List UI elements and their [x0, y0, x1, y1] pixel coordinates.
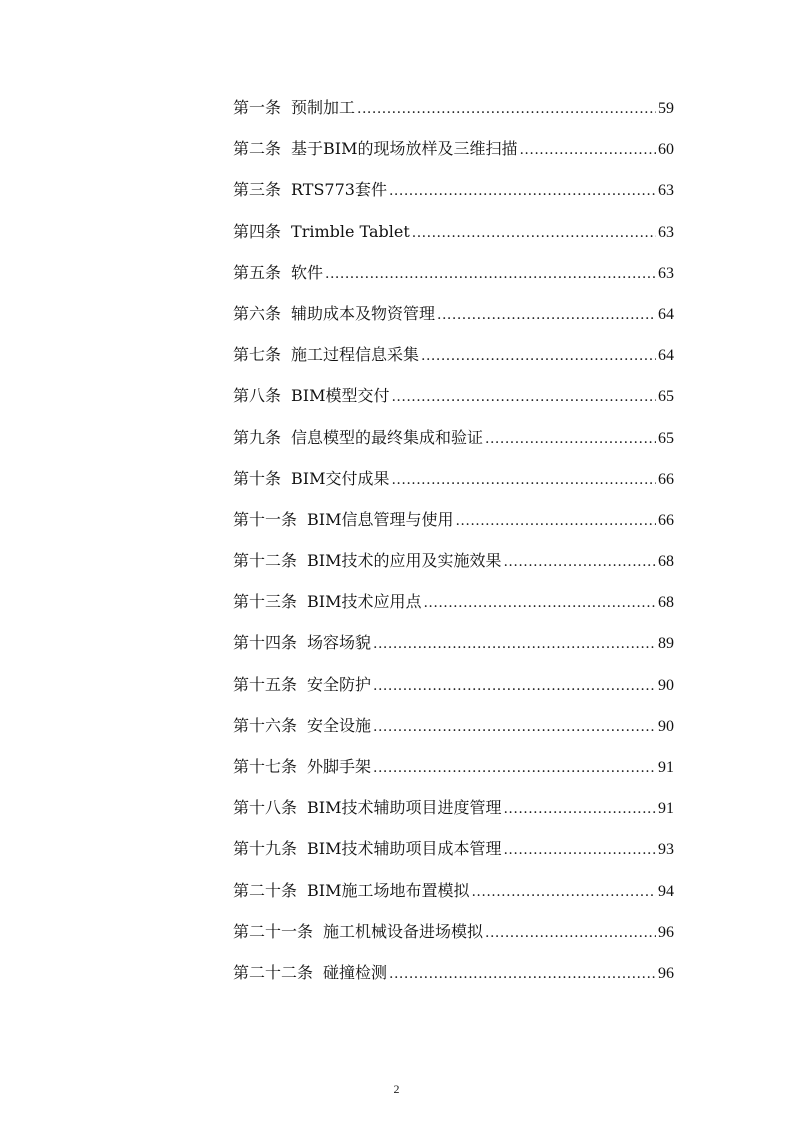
toc-dot-leader — [325, 257, 656, 291]
toc-entry[interactable] — [233, 956, 674, 997]
toc-entry[interactable] — [233, 379, 674, 420]
toc-entry-title: Trimble Tablet — [291, 221, 410, 241]
toc-dot-leader — [357, 92, 656, 126]
toc-entry-number: 第一条 — [233, 98, 282, 117]
toc-entry-title: 安全设施 — [307, 715, 372, 735]
toc-entry-number: 第九条 — [233, 427, 282, 447]
toc-dot-leader — [373, 669, 656, 703]
toc-entry-title: 辅助成本及物资管理 — [291, 303, 436, 323]
toc-entry-page: 90 — [658, 676, 674, 694]
toc-entry-number: 第十条 — [233, 468, 282, 488]
toc-entry-title: 施工过程信息采集 — [291, 345, 420, 365]
toc-dot-leader — [421, 339, 656, 373]
toc-entry-page: 65 — [658, 388, 674, 406]
toc-entry-page: 91 — [658, 800, 674, 818]
toc-entry-page: 68 — [658, 553, 674, 571]
toc-dot-leader — [503, 833, 656, 867]
toc-entry[interactable] — [233, 91, 674, 132]
toc-entry-page: 96 — [658, 923, 674, 941]
toc-entry-number: 第二十二条 — [233, 962, 314, 982]
toc-entry[interactable] — [233, 874, 674, 915]
toc-dot-leader — [412, 216, 656, 250]
toc-entry[interactable] — [233, 256, 674, 297]
toc-entry-number: 第十一条 — [233, 509, 298, 529]
toc-entry[interactable] — [233, 338, 674, 379]
table-of-contents — [233, 91, 674, 997]
toc-entry-page: 93 — [658, 841, 674, 859]
toc-dot-leader — [471, 875, 656, 909]
toc-entry-title: 场容场貌 — [307, 633, 372, 653]
toc-entry[interactable] — [233, 915, 674, 956]
toc-entry[interactable] — [233, 832, 674, 873]
toc-entry-title: 施工机械设备进场模拟 — [323, 921, 484, 941]
toc-entry-number: 第十九条 — [233, 839, 298, 859]
toc-entry[interactable] — [233, 544, 674, 585]
toc-entry-title: BIM交付成果 — [291, 468, 390, 488]
toc-entry-page: 65 — [658, 429, 674, 447]
toc-entry[interactable] — [233, 668, 674, 709]
toc-dot-leader — [437, 298, 656, 332]
toc-entry-number: 第十五条 — [233, 674, 298, 694]
toc-entry-number: 第二十条 — [233, 880, 298, 900]
toc-entry[interactable] — [233, 585, 674, 626]
toc-entry[interactable] — [233, 462, 674, 503]
toc-entry[interactable] — [233, 503, 674, 544]
toc-entry-title: 预制加工 — [291, 98, 356, 117]
toc-entry-number: 第十二条 — [233, 551, 298, 571]
toc-entry-title: BIM技术的应用及实施效果 — [307, 551, 502, 571]
toc-entry-page: 63 — [658, 223, 674, 241]
toc-entry-number: 第四条 — [233, 221, 282, 241]
toc-entry-title: 碰撞检测 — [323, 962, 388, 982]
toc-dot-leader — [391, 463, 656, 497]
toc-entry-number: 第二条 — [233, 139, 282, 159]
toc-dot-leader — [373, 751, 656, 785]
toc-dot-leader — [391, 380, 656, 414]
toc-entry[interactable] — [233, 132, 674, 173]
toc-entry-page: 59 — [658, 100, 674, 117]
page-number: 2 — [393, 1082, 400, 1096]
toc-entry[interactable] — [233, 421, 674, 462]
toc-entry-title: 外脚手架 — [307, 757, 372, 776]
toc-entry-page: 96 — [658, 964, 674, 982]
toc-entry[interactable] — [233, 626, 674, 667]
toc-entry-page: 66 — [658, 511, 674, 529]
toc-entry-number: 第十六条 — [233, 715, 298, 735]
toc-entry[interactable] — [233, 709, 674, 750]
toc-dot-leader — [423, 586, 656, 620]
toc-entry-page: 68 — [658, 594, 674, 612]
toc-dot-leader — [485, 916, 656, 950]
toc-entry[interactable] — [233, 173, 674, 214]
toc-entry-page: 63 — [658, 264, 674, 282]
toc-entry-title: 软件 — [291, 262, 324, 282]
toc-dot-leader — [373, 627, 656, 661]
toc-dot-leader — [519, 133, 656, 167]
toc-entry-number: 第五条 — [233, 262, 282, 282]
toc-entry[interactable] — [233, 215, 674, 256]
toc-dot-leader — [503, 545, 656, 579]
toc-entry-page: 91 — [658, 759, 674, 776]
toc-entry[interactable] — [233, 750, 674, 791]
toc-dot-leader — [503, 792, 656, 826]
toc-dot-leader — [485, 422, 656, 456]
toc-entry-title: BIM技术应用点 — [307, 592, 422, 612]
toc-entry-page: 60 — [658, 141, 674, 159]
toc-dot-leader — [389, 174, 656, 208]
toc-entry-title: BIM技术辅助项目进度管理 — [307, 798, 502, 818]
toc-entry-page: 64 — [658, 305, 674, 323]
toc-entry-number: 第八条 — [233, 386, 282, 406]
toc-entry-page: 89 — [658, 635, 674, 653]
toc-dot-leader — [373, 710, 656, 744]
toc-entry-number: 第十八条 — [233, 798, 298, 818]
toc-entry-title: BIM技术辅助项目成本管理 — [307, 839, 502, 859]
toc-entry-number: 第十三条 — [233, 592, 298, 612]
toc-entry-number: 第二十一条 — [233, 921, 314, 941]
toc-entry-title: BIM信息管理与使用 — [307, 509, 454, 529]
toc-entry-title: BIM施工场地布置模拟 — [307, 880, 470, 900]
toc-entry-title: 安全防护 — [307, 674, 372, 694]
toc-entry-title: BIM模型交付 — [291, 386, 390, 406]
toc-dot-leader — [455, 504, 656, 538]
toc-entry-title: 信息模型的最终集成和验证 — [291, 427, 484, 447]
toc-entry-title: RTS773套件 — [291, 180, 387, 200]
toc-entry[interactable] — [233, 791, 674, 832]
toc-entry-page: 63 — [658, 182, 674, 200]
toc-entry-number: 第十四条 — [233, 633, 298, 653]
toc-entry-page: 64 — [658, 347, 674, 365]
toc-entry-number: 第七条 — [233, 345, 282, 365]
toc-dot-leader — [389, 957, 656, 991]
toc-entry-page: 90 — [658, 717, 674, 735]
toc-entry-page: 94 — [658, 882, 674, 900]
toc-entry-number: 第十七条 — [233, 757, 298, 776]
toc-entry-title: 基于BIM的现场放样及三维扫描 — [291, 139, 518, 159]
toc-entry-page: 66 — [658, 470, 674, 488]
toc-entry[interactable] — [233, 297, 674, 338]
toc-entry-number: 第六条 — [233, 303, 282, 323]
toc-entry-number: 第三条 — [233, 180, 282, 200]
